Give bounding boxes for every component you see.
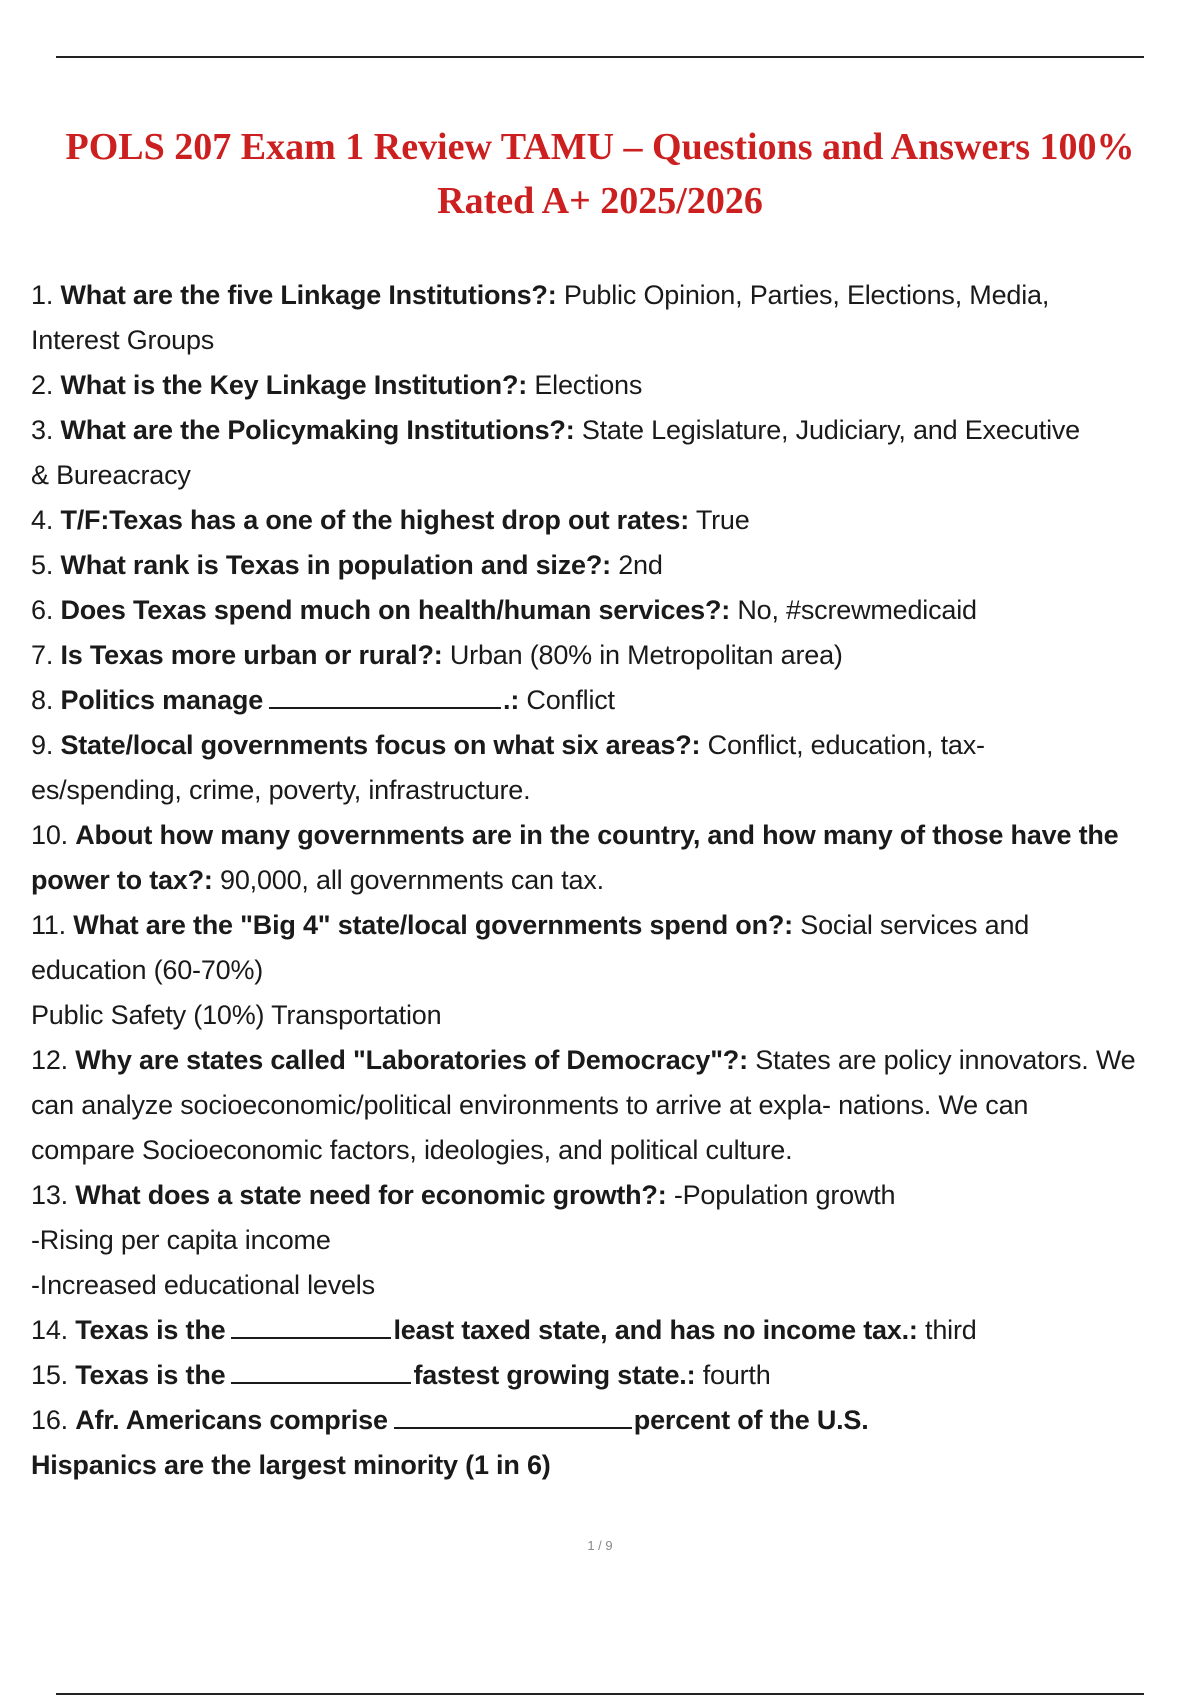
question: What does a state need for economic growth?: (75, 1180, 667, 1210)
answer: No, #screwmedicaid (737, 595, 977, 625)
title-line-1: POLS 207 Exam 1 Review TAMU – Questions and Answers 100% (65, 126, 1135, 168)
question: Texas is the (75, 1360, 226, 1390)
answer: -Population growth (673, 1180, 896, 1210)
answer: 2nd (618, 550, 663, 580)
question: T/F:Texas has a one of the highest drop out rates: (60, 505, 690, 535)
answer-cont: -Increased educational levels (31, 1270, 375, 1300)
qa-item-3: 3. What are the Policymaking Institutions?: State Legislature, Judiciary, and Executive (31, 415, 1080, 445)
answer-cont: es/spending, crime, poverty, infrastructure. (31, 775, 531, 805)
top-rule (56, 56, 1144, 58)
qa-item-16: 16. Afr. Americans comprise percent of the U.S. (31, 1398, 1186, 1443)
answer: State Legislature, Judiciary, and Executive (581, 415, 1080, 445)
qa-item-15: 15. Texas is the fastest growing state.: fourth (31, 1353, 1186, 1398)
answer: third (925, 1315, 977, 1345)
answer-cont: -Rising per capita income (31, 1225, 331, 1255)
question: What is the Key Linkage Institution?: (60, 370, 528, 400)
question: Does Texas spend much on health/human services?: (60, 595, 731, 625)
qa-item-6: 6. Does Texas spend much on health/human services?: No, #screwmedicaid (31, 595, 977, 625)
document-title (30, 120, 1170, 228)
question: What rank is Texas in population and size?: (60, 550, 611, 580)
answer: Elections (534, 370, 643, 400)
qa-list (31, 273, 1186, 1488)
answer: Conflict, education, tax- (707, 730, 985, 760)
question-cont: Hispanics are the largest minority (1 in 6) (31, 1450, 551, 1480)
fill-in-blank (269, 681, 501, 709)
answer-cont: Public Safety (10%) Transportation (31, 1000, 442, 1030)
answer: 90,000, all governments can tax. (220, 865, 604, 895)
question: What are the "Big 4" state/local governments spend on?: (73, 910, 793, 940)
page-number: 1 / 9 (587, 1538, 613, 1553)
answer-cont: can analyze socioeconomic/political environments to arrive at expla- nations. We can (31, 1090, 1029, 1120)
qa-item-11: 11. What are the "Big 4" state/local governments spend on?: Social services and (31, 910, 1030, 940)
qa-item-7: 7. Is Texas more urban or rural?: Urban (80% in Metropolitan area) (31, 640, 843, 670)
qa-item-4: 4. T/F:Texas has a one of the highest drop out rates: True (31, 505, 750, 535)
answer-cont: education (60-70%) (31, 955, 264, 985)
fill-in-blank (231, 1311, 391, 1339)
title-line-2: Rated A+ 2025/2026 (437, 180, 763, 222)
question: State/local governments focus on what six areas?: (60, 730, 701, 760)
question: Politics manage (60, 685, 264, 715)
answer: States are policy innovators. We (755, 1045, 1136, 1075)
question: Afr. Americans comprise (75, 1405, 388, 1435)
answer: fourth (702, 1360, 771, 1390)
question-cont: power to tax?: (31, 865, 213, 895)
answer: Conflict (526, 685, 615, 715)
answer-cont: Interest Groups (31, 325, 215, 355)
answer: Public Opinion, Parties, Elections, Media, (563, 280, 1050, 310)
question: What are the five Linkage Institutions?: (60, 280, 557, 310)
answer-cont: & Bureacracy (31, 460, 191, 490)
qa-item-8: 8. Politics manage .: Conflict (31, 678, 1186, 723)
qa-item-14: 14. Texas is the least taxed state, and has no income tax.: third (31, 1308, 1186, 1353)
answer: True (695, 505, 750, 535)
qa-item-5: 5. What rank is Texas in population and size?: 2nd (31, 550, 663, 580)
question: About how many governments are in the country, and how many of those have the (75, 820, 1119, 850)
fill-in-blank (231, 1356, 411, 1384)
qa-item-13: 13. What does a state need for economic growth?: -Population growth (31, 1180, 896, 1210)
qa-item-9: 9. State/local governments focus on what six areas?: Conflict, education, tax- (31, 730, 985, 760)
answer: Social services and (800, 910, 1030, 940)
question: Is Texas more urban or rural?: (60, 640, 443, 670)
answer: Urban (80% in Metropolitan area) (449, 640, 843, 670)
question: Texas is the (75, 1315, 226, 1345)
question: Why are states called "Laboratories of Democracy"?: (75, 1045, 748, 1075)
qa-item-12: 12. Why are states called "Laboratories of Democracy"?: States are policy innovators. We (31, 1045, 1136, 1075)
question: What are the Policymaking Institutions?: (60, 415, 575, 445)
answer-cont: compare Socioeconomic factors, ideologies, and political culture. (31, 1135, 793, 1165)
qa-item-2: 2. What is the Key Linkage Institution?: Elections (31, 370, 643, 400)
fill-in-blank (394, 1401, 632, 1429)
qa-item-1: 1. What are the five Linkage Institutions?: Public Opinion, Parties, Elections, Media, (31, 280, 1050, 310)
bottom-rule (56, 1693, 1144, 1695)
qa-item-10: 10. About how many governments are in the country, and how many of those have the (31, 820, 1119, 850)
